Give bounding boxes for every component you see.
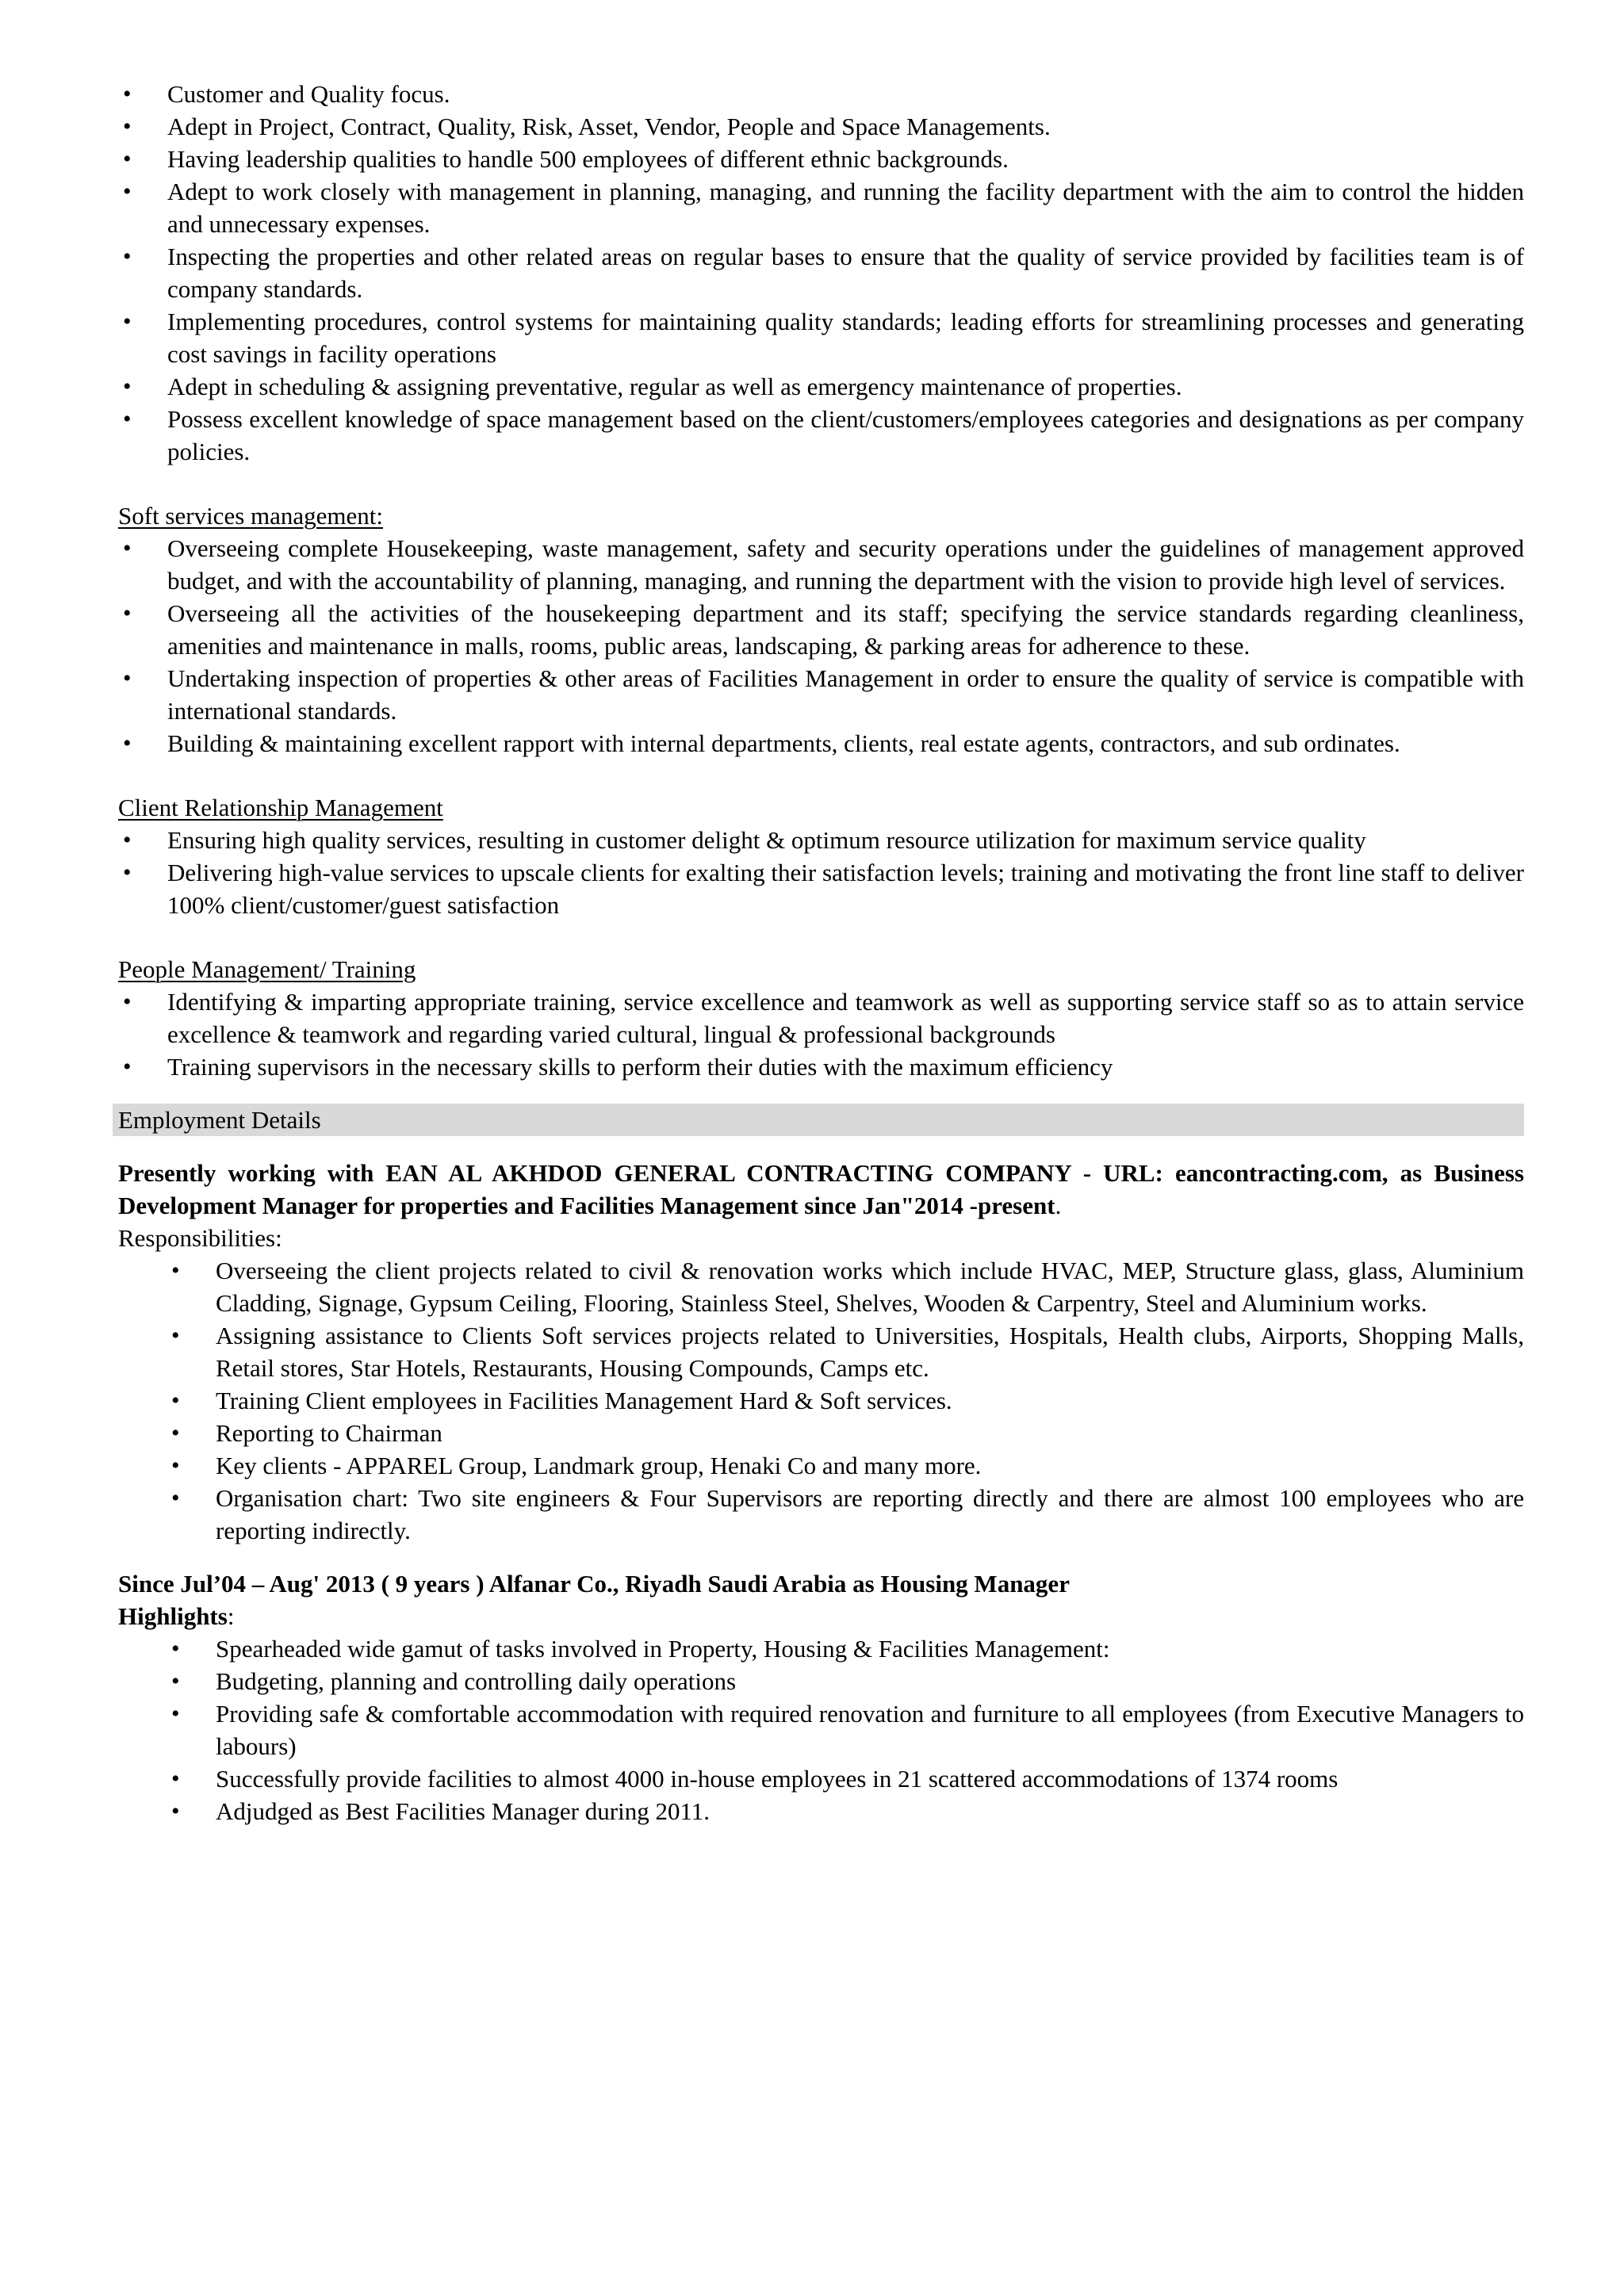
skills-item-2: • Adept in Project, Contract, Quality, Risk, Asset, Vendor, People and Space Managements.	[118, 110, 1524, 143]
spacer	[118, 1083, 1524, 1104]
spacer	[118, 1547, 1524, 1567]
client-relationship-item-2: • Delivering high-value services to upscale clients for exalting their satisfaction levels; training and motivating the front line staff to deliver 100% client/customer/guest satisfaction	[118, 856, 1524, 921]
job1-item-6: • Organisation chart: Two site engineers & Four Supervisors are reporting directly and there are almost 100 employees who are reporting indirectly.	[168, 1482, 1524, 1547]
skills-list	[118, 78, 1524, 468]
soft-services-item-3: • Undertaking inspection of properties & other areas of Facilities Management in order to ensure the quality of service is compatible with international standards.	[118, 662, 1524, 727]
client-relationship-list	[118, 824, 1524, 921]
soft-services-list	[118, 532, 1524, 760]
soft-services-item-2: • Overseeing all the activities of the housekeeping department and its staff; specifying the service standards regarding cleanliness, amenities and maintenance in malls, rooms, public areas, landscaping, & parking areas for adherence to these.	[118, 597, 1524, 662]
soft-services-item-1: • Overseeing complete Housekeeping, waste management, safety and security operations under the guidelines of management approved budget, and with the accountability of planning, managing, and running the department with the vision to provide high level of services.	[118, 532, 1524, 597]
job2-highlights-colon: :	[227, 1602, 235, 1630]
soft-services-heading: Soft services management:	[118, 502, 384, 530]
soft-services-item-4: • Building & maintaining excellent rapport with internal departments, clients, real estate agents, contractors, and sub ordinates.	[118, 727, 1524, 760]
job2-highlights-list	[168, 1632, 1524, 1827]
job1-title-text: Presently working with EAN AL AKHDOD GENERAL CONTRACTING COMPANY - URL: eancontracting.com, as Business Development Manager for properties and Facilities Management since Jan"2014 -present	[118, 1159, 1524, 1219]
job2-item-3: • Providing safe & comfortable accommodation with required renovation and furniture to all employees (from Executive Managers to labours)	[168, 1697, 1524, 1762]
spacer	[118, 760, 1524, 791]
job1-responsibilities-label: Responsibilities:	[118, 1224, 282, 1252]
people-management-item-2: • Training supervisors in the necessary skills to perform their duties with the maximum efficiency	[118, 1050, 1524, 1083]
skills-item-7: • Adept in scheduling & assigning preventative, regular as well as emergency maintenance of properties.	[118, 370, 1524, 403]
job2-highlights-label	[118, 1600, 1524, 1632]
job1-item-4: • Reporting to Chairman	[168, 1417, 1524, 1449]
job2-title: Since Jul’04 – Aug' 2013 ( 9 years ) Alfanar Co., Riyadh Saudi Arabia as Housing Manager	[118, 1570, 1070, 1598]
spacer	[118, 468, 1524, 499]
skills-item-8: • Possess excellent knowledge of space management based on the client/customers/employees categories and designations as per company policies.	[118, 403, 1524, 468]
people-management-list	[118, 985, 1524, 1083]
skills-item-6: • Implementing procedures, control systems for maintaining quality standards; leading efforts for streamlining processes and generating cost savings in facility operations	[118, 305, 1524, 370]
skills-item-3: • Having leadership qualities to handle 500 employees of different ethnic backgrounds.	[118, 143, 1524, 175]
job2-item-1: • Spearheaded wide gamut of tasks involved in Property, Housing & Facilities Management:	[168, 1632, 1524, 1665]
people-management-heading: People Management/ Training	[118, 955, 416, 983]
client-relationship-item-1: • Ensuring high quality services, resulting in customer delight & optimum resource utilization for maximum service quality	[118, 824, 1524, 856]
job2-item-5: • Adjudged as Best Facilities Manager during 2011.	[168, 1795, 1524, 1827]
job1-title-end: .	[1055, 1192, 1062, 1219]
skills-item-5: • Inspecting the properties and other related areas on regular bases to ensure that the quality of service provided by facilities team is of company standards.	[118, 240, 1524, 305]
job1-item-2: • Assigning assistance to Clients Soft services projects related to Universities, Hospitals, Health clubs, Airports, Shopping Malls, Retail stores, Star Hotels, Restaurants, Housing Compounds, Camps etc.	[168, 1319, 1524, 1384]
job1-item-1: • Overseeing the client projects related to civil & renovation works which include HVAC, MEP, Structure glass, glass, Aluminium Cladding, Signage, Gypsum Ceiling, Flooring, Stainless Steel, Shelves, Wooden & Carpentry, Steel and Aluminium works.	[168, 1254, 1524, 1319]
spacer	[118, 1136, 1524, 1157]
job1-title	[118, 1157, 1524, 1222]
job2-item-4: • Successfully provide facilities to almost 4000 in-house employees in 21 scattered accommodations of 1374 rooms	[168, 1762, 1524, 1795]
job1-item-5: • Key clients - APPAREL Group, Landmark group, Henaki Co and many more.	[168, 1449, 1524, 1482]
spacer	[118, 921, 1524, 953]
job1-item-3: • Training Client employees in Facilities Management Hard & Soft services.	[168, 1384, 1524, 1417]
client-relationship-heading: Client Relationship Management	[118, 794, 443, 821]
skills-item-4: • Adept to work closely with management in planning, managing, and running the facility department with the aim to control the hidden and unnecessary expenses.	[118, 175, 1524, 240]
job1-responsibilities-list	[168, 1254, 1524, 1547]
job2-item-2: • Budgeting, planning and controlling daily operations	[168, 1665, 1524, 1697]
employment-section-title: Employment Details	[113, 1104, 1524, 1136]
job2-highlights-text: Highlights	[118, 1602, 228, 1630]
skills-item-1: • Customer and Quality focus.	[118, 78, 1524, 110]
people-management-item-1: • Identifying & imparting appropriate training, service excellence and teamwork as well as supporting service staff so as to attain service excellence & teamwork and regarding varied cultural, lingual & professional backgrounds	[118, 985, 1524, 1050]
